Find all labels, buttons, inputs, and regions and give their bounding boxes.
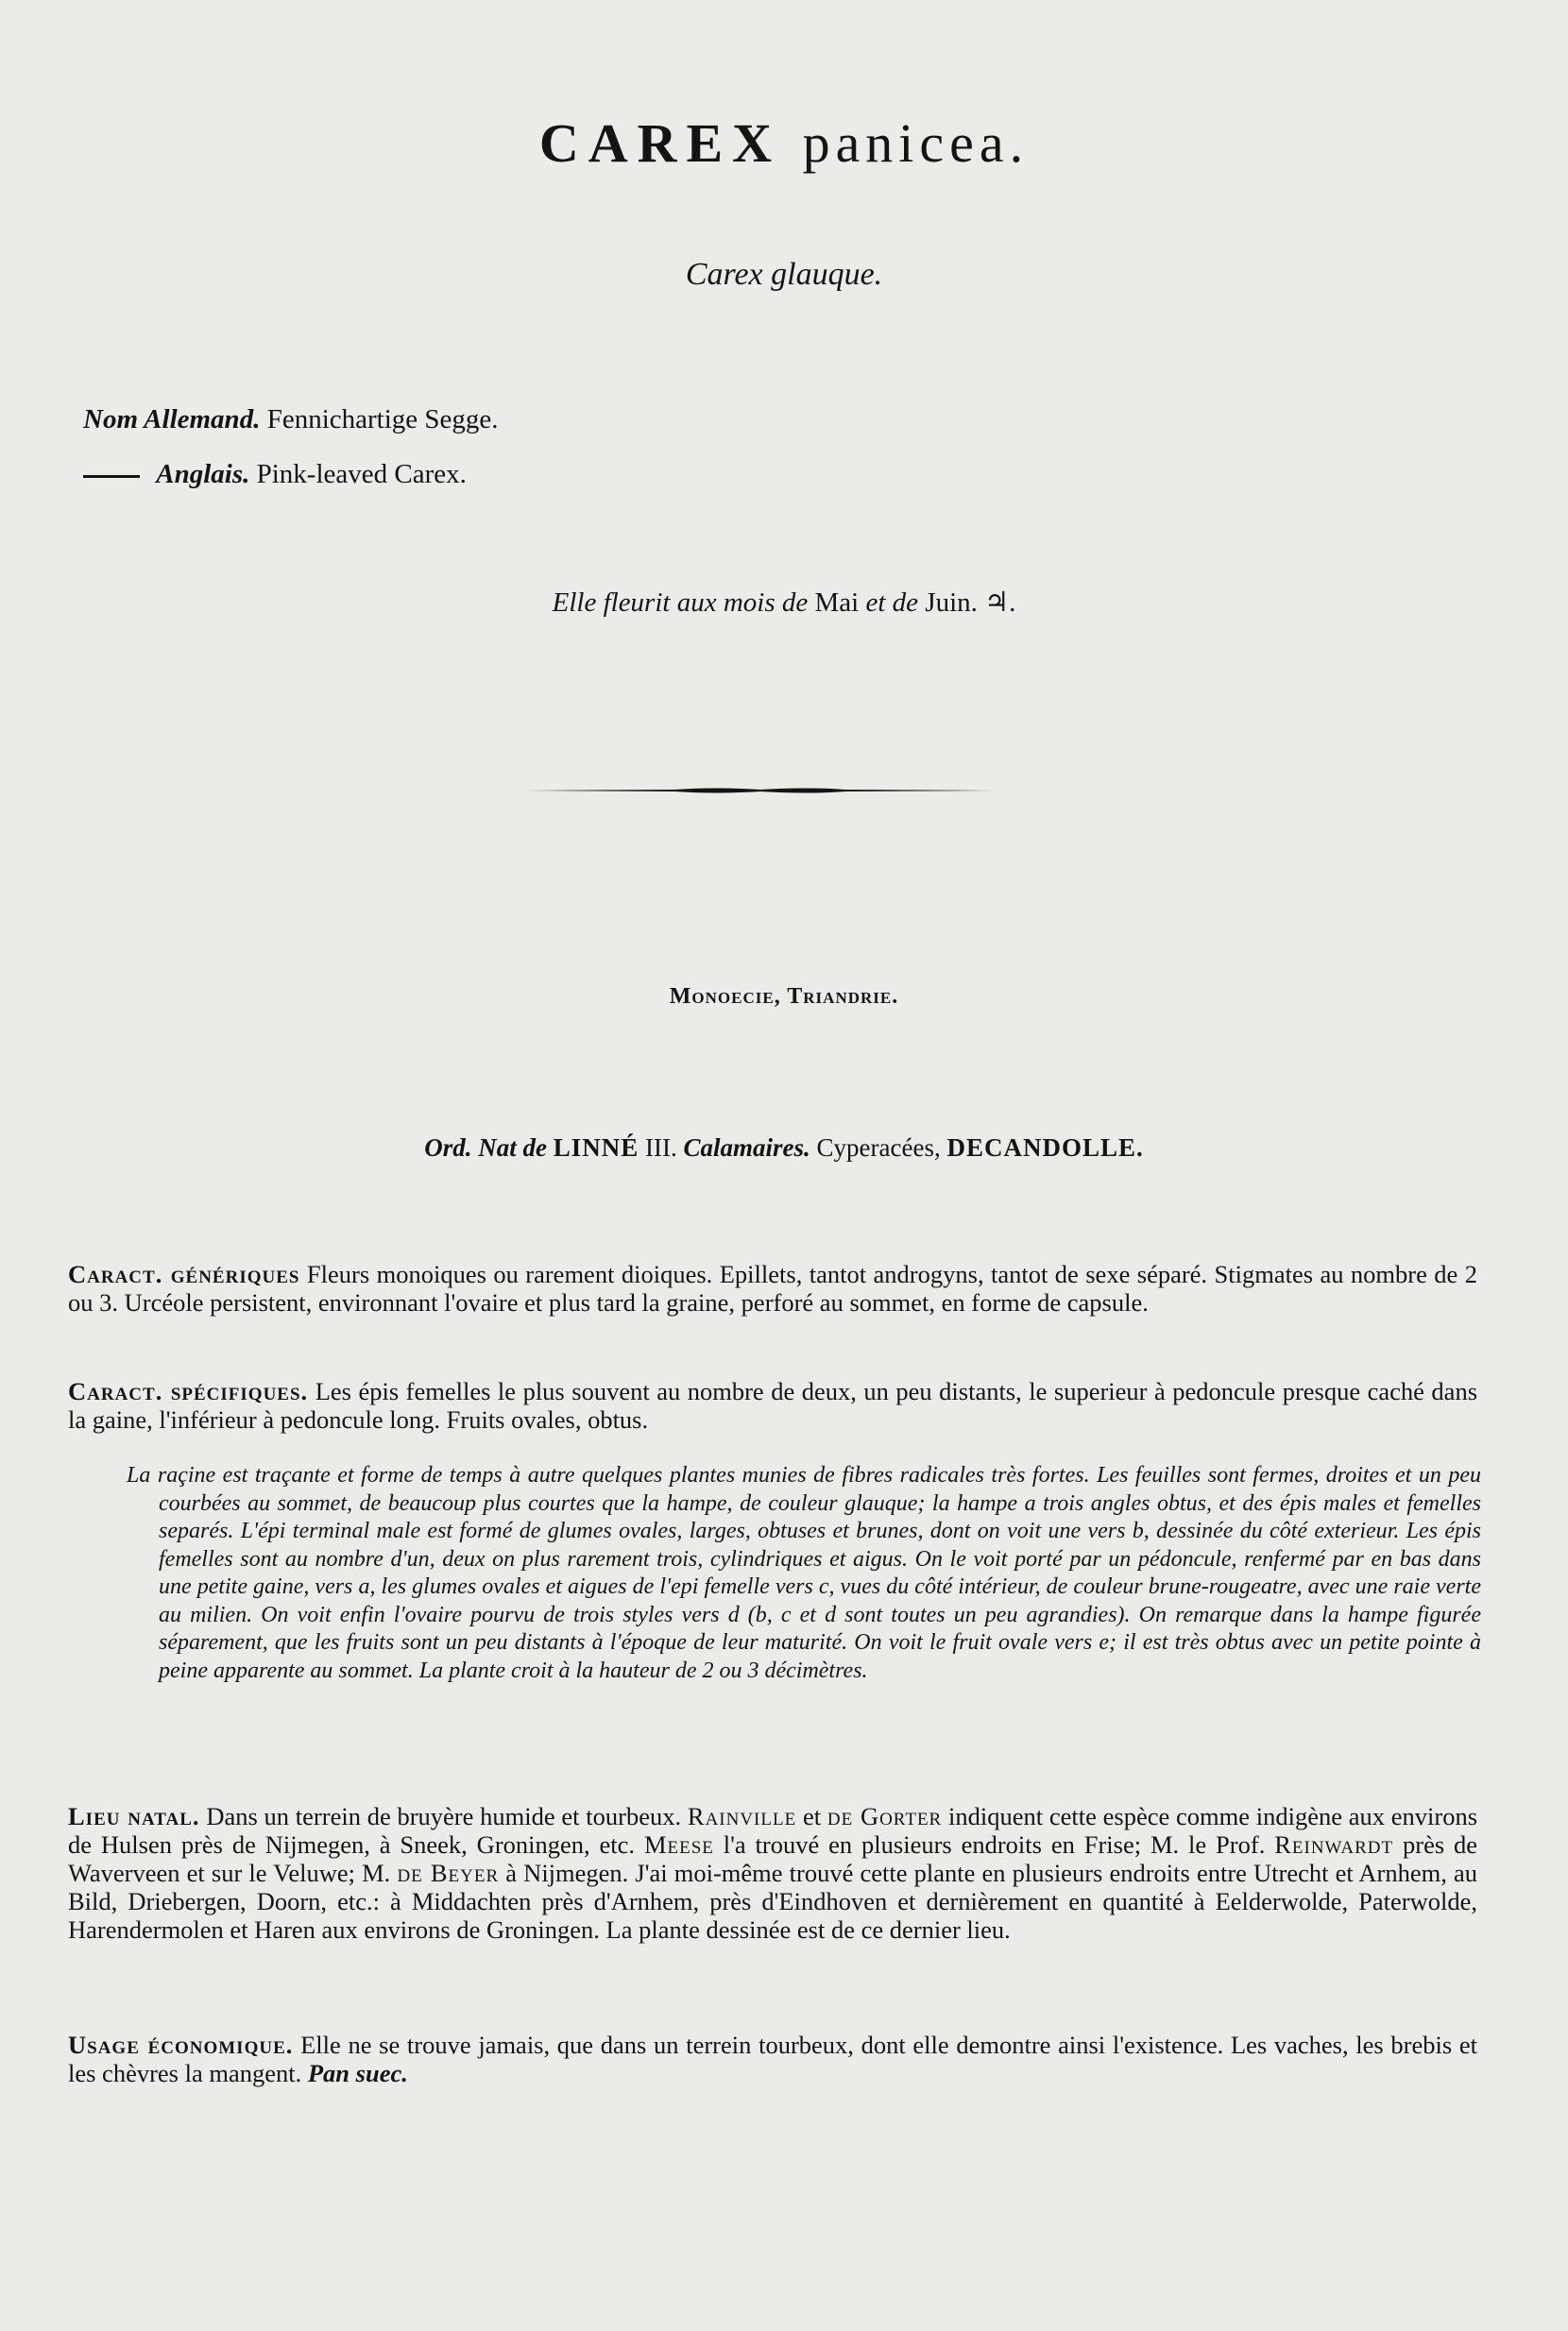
genus-name: CAREX xyxy=(538,112,782,174)
ditto-dash xyxy=(83,475,140,478)
family-decandolle: Cyperacées, xyxy=(816,1133,941,1162)
specific-text: Les épis femelles le plus souvent au nombre de deux, un peu distants, le superieur à pedoncule presque caché dans la gaine, l'inférieur à pedoncule long. Fruits ovales, obtus. xyxy=(68,1377,1478,1434)
english-name-value: Pink-leaved Carex. xyxy=(256,459,467,489)
person-rainville: Rainville xyxy=(687,1802,797,1830)
habitat-text-1: Dans un terrein de bruyère humide et tourbeux. xyxy=(206,1802,682,1830)
page-title xyxy=(0,111,1568,175)
flowering-text-2: et de xyxy=(865,587,919,618)
natural-order xyxy=(0,1133,1568,1163)
order-number: III. xyxy=(645,1133,677,1162)
usage-label: Usage économique. xyxy=(68,2031,294,2059)
flowering-text-1: Elle fleurit aux mois de xyxy=(552,587,809,618)
habitat-text-6: à Nijmegen. J'ai moi-même trouvé cette plante en plusieurs endroits entre Utrecht et Arnhem, au Bild, Driebergen, Doorn, etc.: à Middachten près d'Arnhem, près d'Eindhoven et dernièrement en quantité à Eelderwolde, Paterwolde, Harendermolen et Haren aux environs de Groningen. La plante dessinée est de ce dernier lieu. xyxy=(68,1859,1477,1944)
french-name: Carex glauque. xyxy=(685,257,883,292)
flowering-period xyxy=(0,586,1568,619)
habitat-text-5: près de Waverveen et sur le Veluwe; M. xyxy=(68,1830,1478,1887)
generic-text: Fleurs monoiques ou rarement dioiques. Epillets, tantot androgyns, tantot de sexe séparé. Stigmates au nombre de 2 ou 3. Urcéole persistent, environnant l'ovaire et plus tard la graine, perforé au sommet, en forme de capsule. xyxy=(68,1260,1477,1317)
plant-description: La raçine est traçante et forme de temps à autre quelques plantes munies de fibres radicales très fortes. Les feuilles sont fermes, droites et un peu courbées au sommet, de beaucoup plus courtes que la hampe, de couleur glauque; la hampe a trois angles obtus, et des épis males et femelles separés. L'épi terminal male est formé de glumes ovales, larges, obtuses et brunes, dont on voit une vers b, dessinée du côté exterieur. Les épis femelles sont au nombre d'un, deux on plus rarement trois, cylindriques et aigus. On le voit porté par un pédoncule, renfermé par en bas dans une petite gaine, vers a, les glumes ovales et aigues de l'epi femelle vers c, vues du côté intérieur, de couleur brune-rougeatre, avec une raie verte au milien. On voit enfin l'ovaire pourvu de trois styles vers d (b, c et d sont toutes un peu agrandies). On remarque dans la hampe figurée séparement, que les fruits sont un peu distants à l'époque de leur maturité. On voit le fruit ovale vers e; il est très obtus avec un petite pointe à peine apparente au sommet. La plante croit à la hauteur de 2 ou 3 décimètres. xyxy=(127,1463,1481,1683)
specific-characters xyxy=(68,1377,1477,1434)
habitat-paragraph xyxy=(68,1802,1477,1944)
flowering-month-2: Juin. ♃. xyxy=(925,587,1016,618)
author-decandolle: DECANDOLLE. xyxy=(946,1133,1144,1162)
author-linne: LINNÉ xyxy=(553,1133,639,1162)
usage-text: Elle ne se trouve jamais, que dans un terrein tourbeux, dont elle demontre ainsi l'existence. Les vaches, les brebis et les chèvres la mangent. xyxy=(68,2031,1477,2087)
habitat-text-3: indiquent cette espèce comme indigène aux environs de Hulsen près de Nijmegen, à Sneek, Groningen, etc. xyxy=(68,1802,1478,1859)
species-name: panicea. xyxy=(802,112,1030,174)
person-meese: Meese xyxy=(643,1830,714,1859)
habitat-text-4: l'a trouvé en plusieurs endroits en Frise; M. le Prof. xyxy=(723,1830,1266,1859)
order-prefix: Ord. Nat de xyxy=(424,1133,547,1162)
habitat-label: Lieu natal. xyxy=(68,1802,200,1830)
german-name-line xyxy=(83,404,499,435)
flowering-month-1: Mai xyxy=(814,587,860,618)
person-de-gorter: de Gorter xyxy=(827,1802,943,1830)
german-name-value: Fennichartige Segge. xyxy=(266,404,499,434)
generic-label: Caract. génériques xyxy=(68,1260,300,1288)
english-name-label: Anglais. xyxy=(156,459,250,489)
german-name-label: Nom Allemand. xyxy=(83,404,261,434)
english-name-line xyxy=(83,459,467,490)
usage-paragraph xyxy=(68,2031,1477,2087)
person-reinwardt: Reinwardt xyxy=(1274,1830,1394,1859)
specific-label: Caract. spécifiques. xyxy=(68,1377,309,1405)
habitat-text-2: et xyxy=(802,1802,822,1830)
linnaean-class: Monoecie, Triandrie. xyxy=(669,984,899,1009)
ornamental-rule xyxy=(524,786,995,795)
person-de-beyer: de Beyer xyxy=(397,1859,500,1887)
usage-author: Pan suec. xyxy=(307,2059,408,2087)
family-linne: Calamaires. xyxy=(683,1133,810,1162)
generic-characters xyxy=(68,1260,1477,1317)
